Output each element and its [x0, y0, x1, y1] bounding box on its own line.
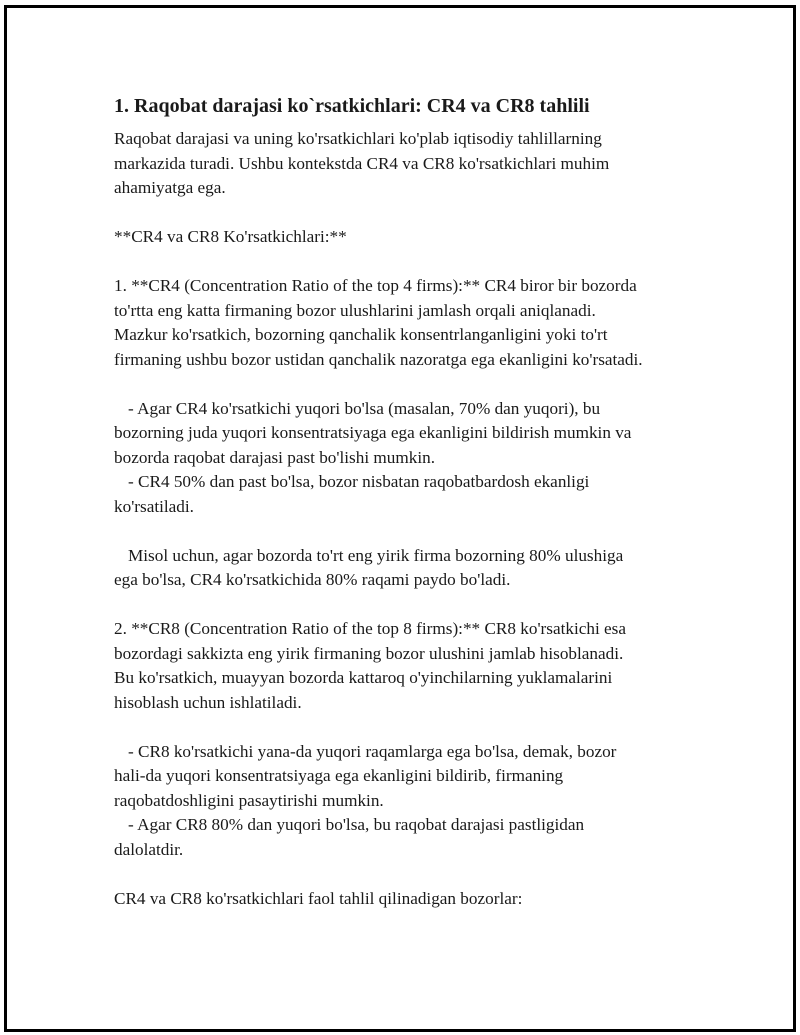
document-body	[114, 93, 694, 911]
section-heading: **CR4 va CR8 Ko'rsatkichlari:**	[114, 227, 347, 246]
intro-paragraph: Raqobat darajasi va uning ko'rsatkichlari ko'plab iqtisodiy tahlillarning markazida turadi. Ushbu kontekstda CR4 va CR8 ko'rsatkichlari muhim ahamiyatga ega.	[114, 129, 610, 197]
cr8-bullet-threshold	[114, 813, 694, 862]
spacer	[114, 862, 694, 887]
cr4-example	[114, 544, 694, 593]
document-title: 1. Raqobat darajasi ko`rsatkichlari: CR4 va CR8 tahlili	[114, 95, 590, 117]
cr4-bullet-high-text: - Agar CR4 ko'rsatkichi yuqori bo'lsa (masalan, 70% dan yuqori), bu bozorning juda yuqori konsentratsiyaga ega ekanligini bildirish mumkin va bozorda raqobat darajasi past bo'lishi mumkin.	[114, 398, 632, 467]
cr8-bullet-high	[114, 740, 694, 814]
cr4-bullet-low	[114, 470, 694, 519]
spacer	[114, 372, 694, 397]
closing-paragraph: CR4 va CR8 ko'rsatkichlari faol tahlil qilinadigan bozorlar:	[114, 888, 523, 908]
spacer	[114, 519, 694, 544]
cr4-example-text: Misol uchun, agar bozorda to'rt eng yirik firma bozorning 80% ulushiga ega bo'lsa, CR4 ko'rsatkichida 80% raqami paydo bo'ladi.	[114, 545, 624, 589]
cr8-definition: 2. **CR8 (Concentration Ratio of the top 8 firms):** CR8 ko'rsatkichi esa bozordagi sakkizta eng yirik firmaning bozor ulushini jamlab hisoblanadi. Bu ko'rsatkich, muayyan bozorda kattaroq o'yinchilarning yuklamalarini hisoblash uchun ishlatiladi.	[114, 619, 626, 712]
spacer	[114, 250, 694, 275]
cr4-definition: 1. **CR4 (Concentration Ratio of the top 4 firms):** CR4 biror bir bozorda to'rtta eng katta firmaning bozor ulushlarini jamlash orqali aniqlanadi. Mazkur ko'rsatkich, bozorning qanchalik konsentrlanganligini yoki to'rt firmaning ushbu bozor ustidan qanchalik nazoratga ega ekanligini ko'rsatadi.	[114, 276, 643, 369]
cr8-bullet-threshold-text: - Agar CR8 80% dan yuqori bo'lsa, bu raqobat darajasi pastligidan dalolatdir.	[114, 815, 585, 859]
spacer	[114, 201, 694, 226]
cr4-bullet-high	[114, 397, 694, 471]
cr8-bullet-high-text: - CR8 ko'rsatkichi yana-da yuqori raqamlarga ega bo'lsa, demak, bozor hali-da yuqori konsentratsiyaga ega ekanligini bildirib, firmaning raqobatdoshligini pasaytirishi mumkin.	[114, 741, 617, 810]
cr4-bullet-low-text: - CR4 50% dan past bo'lsa, bozor nisbatan raqobatbardosh ekanligi ko'rsatiladi.	[114, 472, 590, 516]
spacer	[114, 715, 694, 740]
spacer	[114, 593, 694, 618]
